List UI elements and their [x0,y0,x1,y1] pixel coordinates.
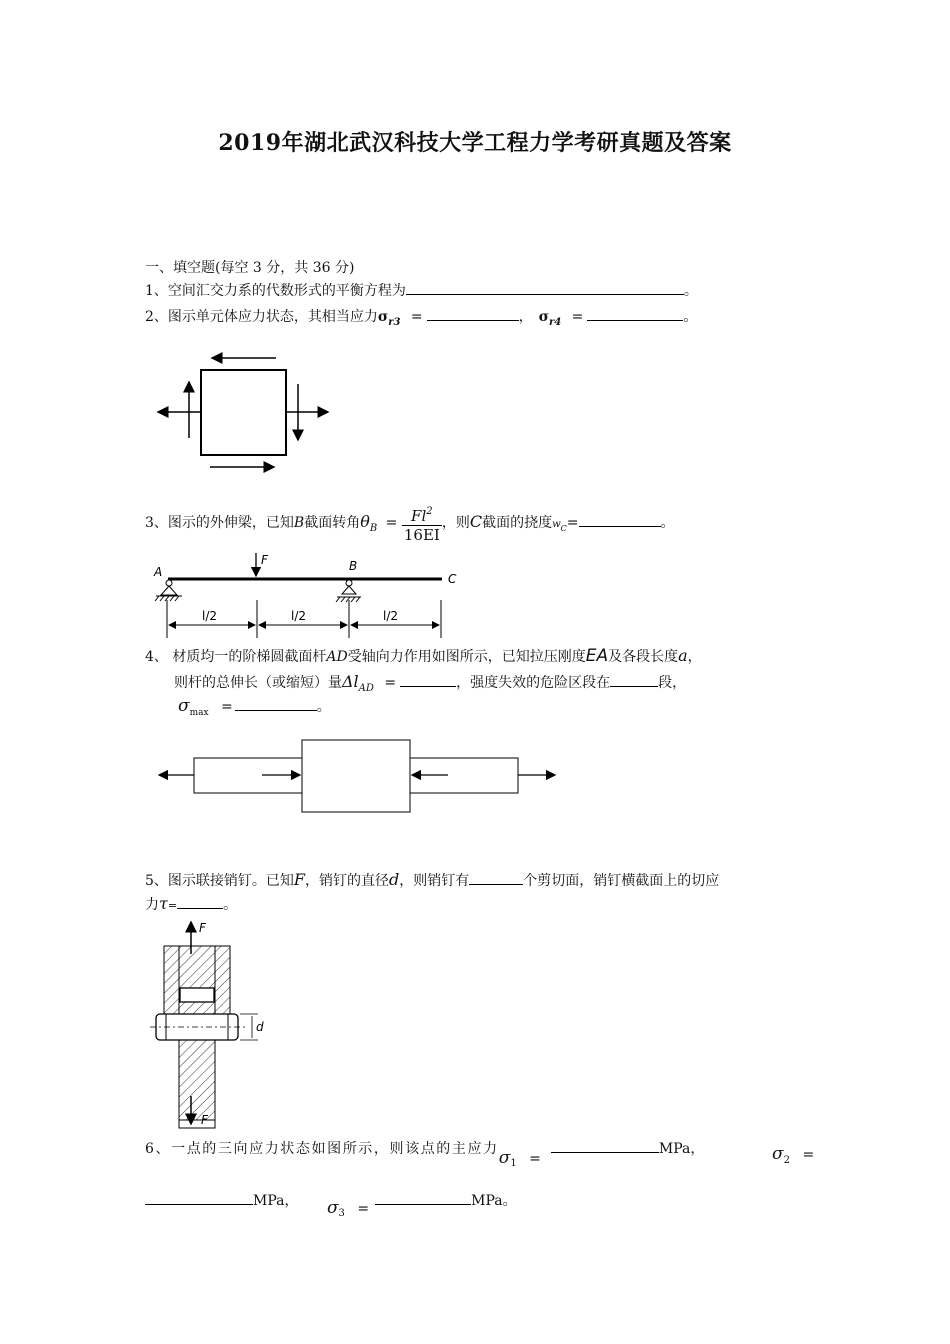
bar-segment-middle [302,740,410,812]
dimension-label-1: l/2 [202,609,218,623]
sigma-subscript: r3 [388,317,401,328]
equals: = [357,1201,370,1217]
equals: = [529,1151,541,1167]
sigma-subscript: max [189,708,209,718]
answer-blank-6a[interactable] [551,1138,659,1153]
answer-blank-4c[interactable] [235,696,317,711]
equals: = [566,515,579,531]
equals: = [221,699,233,715]
question-6-line-2 [145,1184,517,1231]
stress-element-figure [150,348,340,478]
theta-symbol: θ [360,512,370,531]
sigma-subscript: r4 [548,317,562,328]
equals: = [571,309,584,325]
unit-mpa: MPa [253,1193,285,1209]
question-4-line-1 [145,646,702,667]
unit-mpa: MPa [658,1141,691,1157]
punct: 。 [223,897,238,913]
delta-l-subscript: AD [358,683,374,694]
pin-head [180,988,214,1002]
question-5-text: ，则销钉有 [399,873,470,889]
question-4-text: 及各段长度 [608,649,679,665]
question-3-text: 截面转角 [304,515,361,531]
punct: ， [690,1141,705,1157]
question-4-line-2 [174,672,686,699]
sigma-1-subscript: 1 [510,1158,517,1169]
page-title: 2019年湖北武汉科技大学工程力学考研真题及答案 [218,130,732,156]
punct: 。 [683,309,698,325]
question-3 [145,500,675,551]
delta-l: Δl [342,672,359,691]
fraction-denominator: 16EI [403,525,440,544]
unit-mpa: MPa [471,1193,503,1209]
pin-support-A [166,580,172,586]
question-4-text: ，强度失效的危险区段在 [456,675,611,691]
equals: = [385,515,398,531]
punct: ， [518,309,533,325]
stepped-bar-figure [150,736,570,816]
answer-blank-1[interactable] [406,280,684,295]
punct: 。 [502,1193,517,1209]
label-F-bottom: F [201,1113,208,1127]
var-B: B [293,515,305,531]
question-6-line-1 [145,1132,704,1181]
dimension-label-3: l/2 [383,609,399,623]
pin-joint-figure [150,918,280,1130]
inner-plate [179,1036,215,1120]
punct: 。 [660,515,675,531]
label-d: d [256,1020,264,1034]
question-5-line-2 [145,894,237,916]
outer-plate [164,946,230,1014]
question-5-text: 个剪切面，销钉横截面上的切应 [523,873,720,889]
var-EA: EA [585,646,609,666]
answer-blank-2b[interactable] [587,306,683,321]
answer-blank-3[interactable] [579,512,661,527]
sigma-symbol: σ [538,309,549,325]
question-1-text: 1、空间汇交力系的代数形式的平衡方程为 [145,283,406,299]
sigma-2: σ [772,1144,784,1164]
question-4-text: 受轴向力作用如图所示，已知拉压刚度 [347,649,586,665]
punct: 。 [683,283,698,299]
punct: ， [284,1193,299,1209]
sigma-3-subscript: 3 [338,1208,345,1219]
label-A: A [154,565,163,579]
sigma-symbol: σ [377,309,389,325]
roller-support-B [346,580,352,586]
deflection-symbol: w [552,519,561,530]
section-heading: 一、填空题(每空 3 分，共 36 分) [145,260,355,276]
question-4-text: 4、 材质均一的阶梯圆截面杆 [145,649,327,665]
question-3-text: 3、图示的外伸梁，已知 [145,515,294,531]
question-2 [145,306,697,333]
punct: 。 [316,699,331,715]
sigma-3: σ [326,1198,339,1218]
equals: = [167,899,178,912]
answer-blank-4a[interactable] [400,672,456,687]
answer-blank-6c[interactable] [375,1190,471,1205]
var-C: C [469,512,483,531]
question-5-text: ，销钉的直径 [305,873,390,889]
sigma-symbol: σ [178,696,190,716]
label-C: C [448,572,457,586]
sigma-2-subscript: 2 [783,1155,790,1166]
question-1 [145,280,698,301]
question-5-line-1 [145,870,719,891]
dimension-label-2: l/2 [291,609,307,623]
question-4-text: 段， [658,675,687,691]
equals: = [802,1147,815,1163]
exponent: 2 [426,505,433,517]
question-3-text: ，则 [441,515,470,531]
equals: = [410,309,423,325]
tau-symbol: τ [159,894,168,913]
fraction [402,503,442,544]
label-F: F [261,553,268,567]
answer-blank-4b[interactable] [610,672,658,687]
punct: ， [687,649,702,665]
var-F: F [293,870,306,889]
question-4-line-3 [178,696,331,723]
beam-figure [150,550,470,642]
answer-blank-5b[interactable] [177,894,223,909]
question-6-text: 6、一点的三向应力状态如图所示，则该点的主应力 [145,1141,499,1157]
deflection-subscript: C [560,524,567,533]
sigma-1: σ [498,1148,511,1168]
question-2-text: 2、图示单元体应力状态，其相当应力 [145,309,378,325]
sigma-2-label [772,1144,814,1171]
question-4-text: 则杆的总伸长（或缩短）量 [174,675,342,691]
answer-blank-5a[interactable] [469,870,523,885]
label-B: B [349,559,358,573]
answer-blank-2a[interactable] [427,306,519,321]
question-5-text: 5、图示联接销钉。已知 [145,873,294,889]
var-AD: AD [326,649,348,665]
question-5-text: 力 [145,897,159,913]
equals: = [384,675,397,691]
theta-subscript: B [369,523,378,534]
label-F-top: F [199,921,206,935]
fraction-numerator: Fl [411,506,427,525]
var-d: d [389,870,400,889]
var-a: a [678,646,688,665]
element-square [201,370,286,455]
question-3-text: 截面的挠度 [482,515,553,531]
answer-blank-6b[interactable] [145,1190,253,1205]
